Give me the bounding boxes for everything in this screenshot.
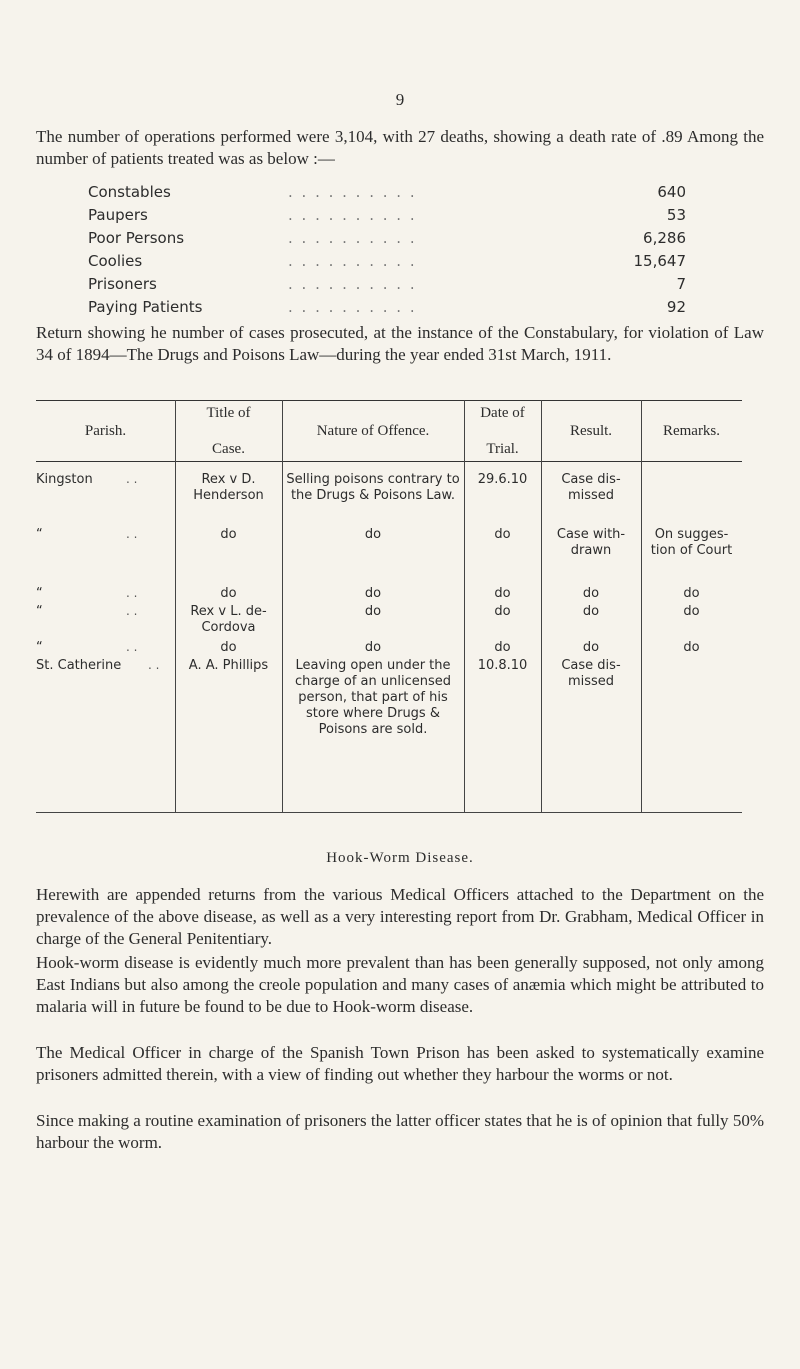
cell-date: do <box>494 586 511 601</box>
patient-label: Prisoners <box>88 274 157 293</box>
cell-offence: do <box>364 640 382 655</box>
paragraph: Hook-worm disease is evidently much more prevalent than has been generally supposed, not only among East Indians but also among the creole population and many cases of anæmia which might be attributed to malaria will in future be found to be due to Hook-worm disease. <box>36 953 764 1016</box>
cell-date: do <box>494 527 511 542</box>
patient-label: Coolies <box>88 251 143 270</box>
cell-result: do <box>582 604 600 619</box>
cell-title: Rex v L. de- Cordova <box>190 604 267 635</box>
cell-result: do <box>582 640 600 655</box>
cell-date: 10.8.10 <box>477 658 528 673</box>
cell-offence: Leaving open under the charge of an unlicensed person, that part of his store where Drugs & Poisons are sold. <box>295 658 451 737</box>
cell-offence: do <box>364 604 382 619</box>
cell-parish: “ <box>36 604 43 619</box>
return-paragraph: Return showing he number of cases prosecuted, at the instance of the Constabulary, for violation of Law 34 of 1894—The Drugs and Poisons Law—during the year ended 31st March, 1911. <box>36 323 764 364</box>
cell-title: do <box>220 640 237 655</box>
table-header-rule <box>36 461 742 462</box>
patient-value: 6,286 <box>643 228 686 247</box>
intro-paragraph: The number of operations performed were 3,104, with 27 deaths, showing a death rate of .89 Among the number of patients treated was as below :— <box>36 127 764 168</box>
header-parish: Parish. <box>84 422 127 439</box>
cell-result: Case dis- missed <box>561 658 621 689</box>
cell-parish: “ <box>36 640 43 655</box>
cell-title: do <box>220 527 237 542</box>
table-bottom-rule <box>36 812 742 813</box>
patient-label: Constables <box>88 182 171 201</box>
cell-result: do <box>582 586 600 601</box>
paragraph: Herewith are appended returns from the various Medical Officers attached to the Department on the prevalence of the above disease, as well as a very interesting report from Dr. Grabham, Medical Officer in charge of the General Penitentiary. <box>36 885 764 948</box>
cell-remarks: do <box>683 604 700 619</box>
cell-parish: St. Catherine <box>36 658 122 673</box>
header-date-of-trial: Date of Trial. <box>480 404 525 457</box>
patient-label: Paying Patients <box>88 297 203 316</box>
patient-row: Coolies . . . . . . . . . . 15,647 <box>88 251 686 270</box>
paragraph: Since making a routine examination of prisoners the latter officer states that he is of opinion that fully 50% harbour the worm. <box>36 1111 764 1152</box>
cell-date: do <box>494 640 511 655</box>
patient-row: Constables . . . . . . . . . . 640 <box>88 182 686 201</box>
section-title: Hook-Worm Disease. <box>326 850 474 866</box>
cell-offence: Selling poisons contrary to the Drugs & Poisons Law. <box>286 472 460 503</box>
cell-offence: do <box>364 586 382 601</box>
cell-title: do <box>220 586 237 601</box>
header-result: Result. <box>569 422 613 439</box>
patient-row: Prisoners . . . . . . . . . . 7 <box>88 274 686 293</box>
cell-offence: do <box>364 527 382 542</box>
patient-label: Poor Persons <box>88 228 185 247</box>
patient-value: 53 <box>666 205 686 224</box>
header-title-of-case: Title of Case. <box>206 404 251 457</box>
patient-value: 92 <box>666 297 686 316</box>
page-number: 9 <box>395 90 405 109</box>
patients-list <box>88 180 686 318</box>
cell-remarks: do <box>683 640 700 655</box>
cell-title: A. A. Phillips <box>188 658 269 673</box>
cell-date: do <box>494 604 511 619</box>
cell-result: Case with- drawn <box>556 527 626 558</box>
cell-date: 29.6.10 <box>477 472 528 487</box>
header-nature-of-offence: Nature of Offence. <box>316 422 430 439</box>
patient-value: 7 <box>676 274 686 293</box>
paragraph: The Medical Officer in charge of the Spanish Town Prison has been asked to systematically examine prisoners admitted therein, with a view of finding out whether they harbour the worms or not. <box>36 1043 764 1084</box>
cell-parish: Kingston <box>36 472 93 487</box>
cell-remarks: do <box>683 586 700 601</box>
cell-parish: “ <box>36 527 43 542</box>
patient-value: 640 <box>657 182 686 201</box>
patient-label: Paupers <box>88 205 148 224</box>
header-remarks: Remarks. <box>662 422 721 439</box>
patient-row: Poor Persons . . . . . . . . . . 6,286 <box>88 228 686 247</box>
patient-value: 15,647 <box>633 251 686 270</box>
patient-row: Paupers . . . . . . . . . . 53 <box>88 205 686 224</box>
cell-remarks: On sugges- tion of Court <box>650 527 733 558</box>
prosecution-table: Parish. Title of Case. Nature of Offence. Date of Trial. Result. Remarks. Kingston . . Rex v D. Henderson Selling poisons contrary to the Drugs & Poisons Law. 29.6.10 Case dis- missed “ . . do do do Case with- drawn On sugges- tion of Court “ . . do do do do do “ . . Rex v L. de- Cordova do do do do “ . . do do do do do St. Catherine . . A. A. Phillips Leaving open under the charge of an unlicensed person, that part of his store where Drugs & Poisons are sold. 10.8.10 Case dis- missed <box>36 400 766 814</box>
column-divider <box>282 400 283 812</box>
patient-row: Paying Patients . . . . . . . . . . 92 <box>88 297 686 316</box>
cell-parish: “ <box>36 586 43 601</box>
cell-result: Case dis- missed <box>561 472 621 503</box>
cell-title: Rex v D. Henderson <box>193 472 264 503</box>
